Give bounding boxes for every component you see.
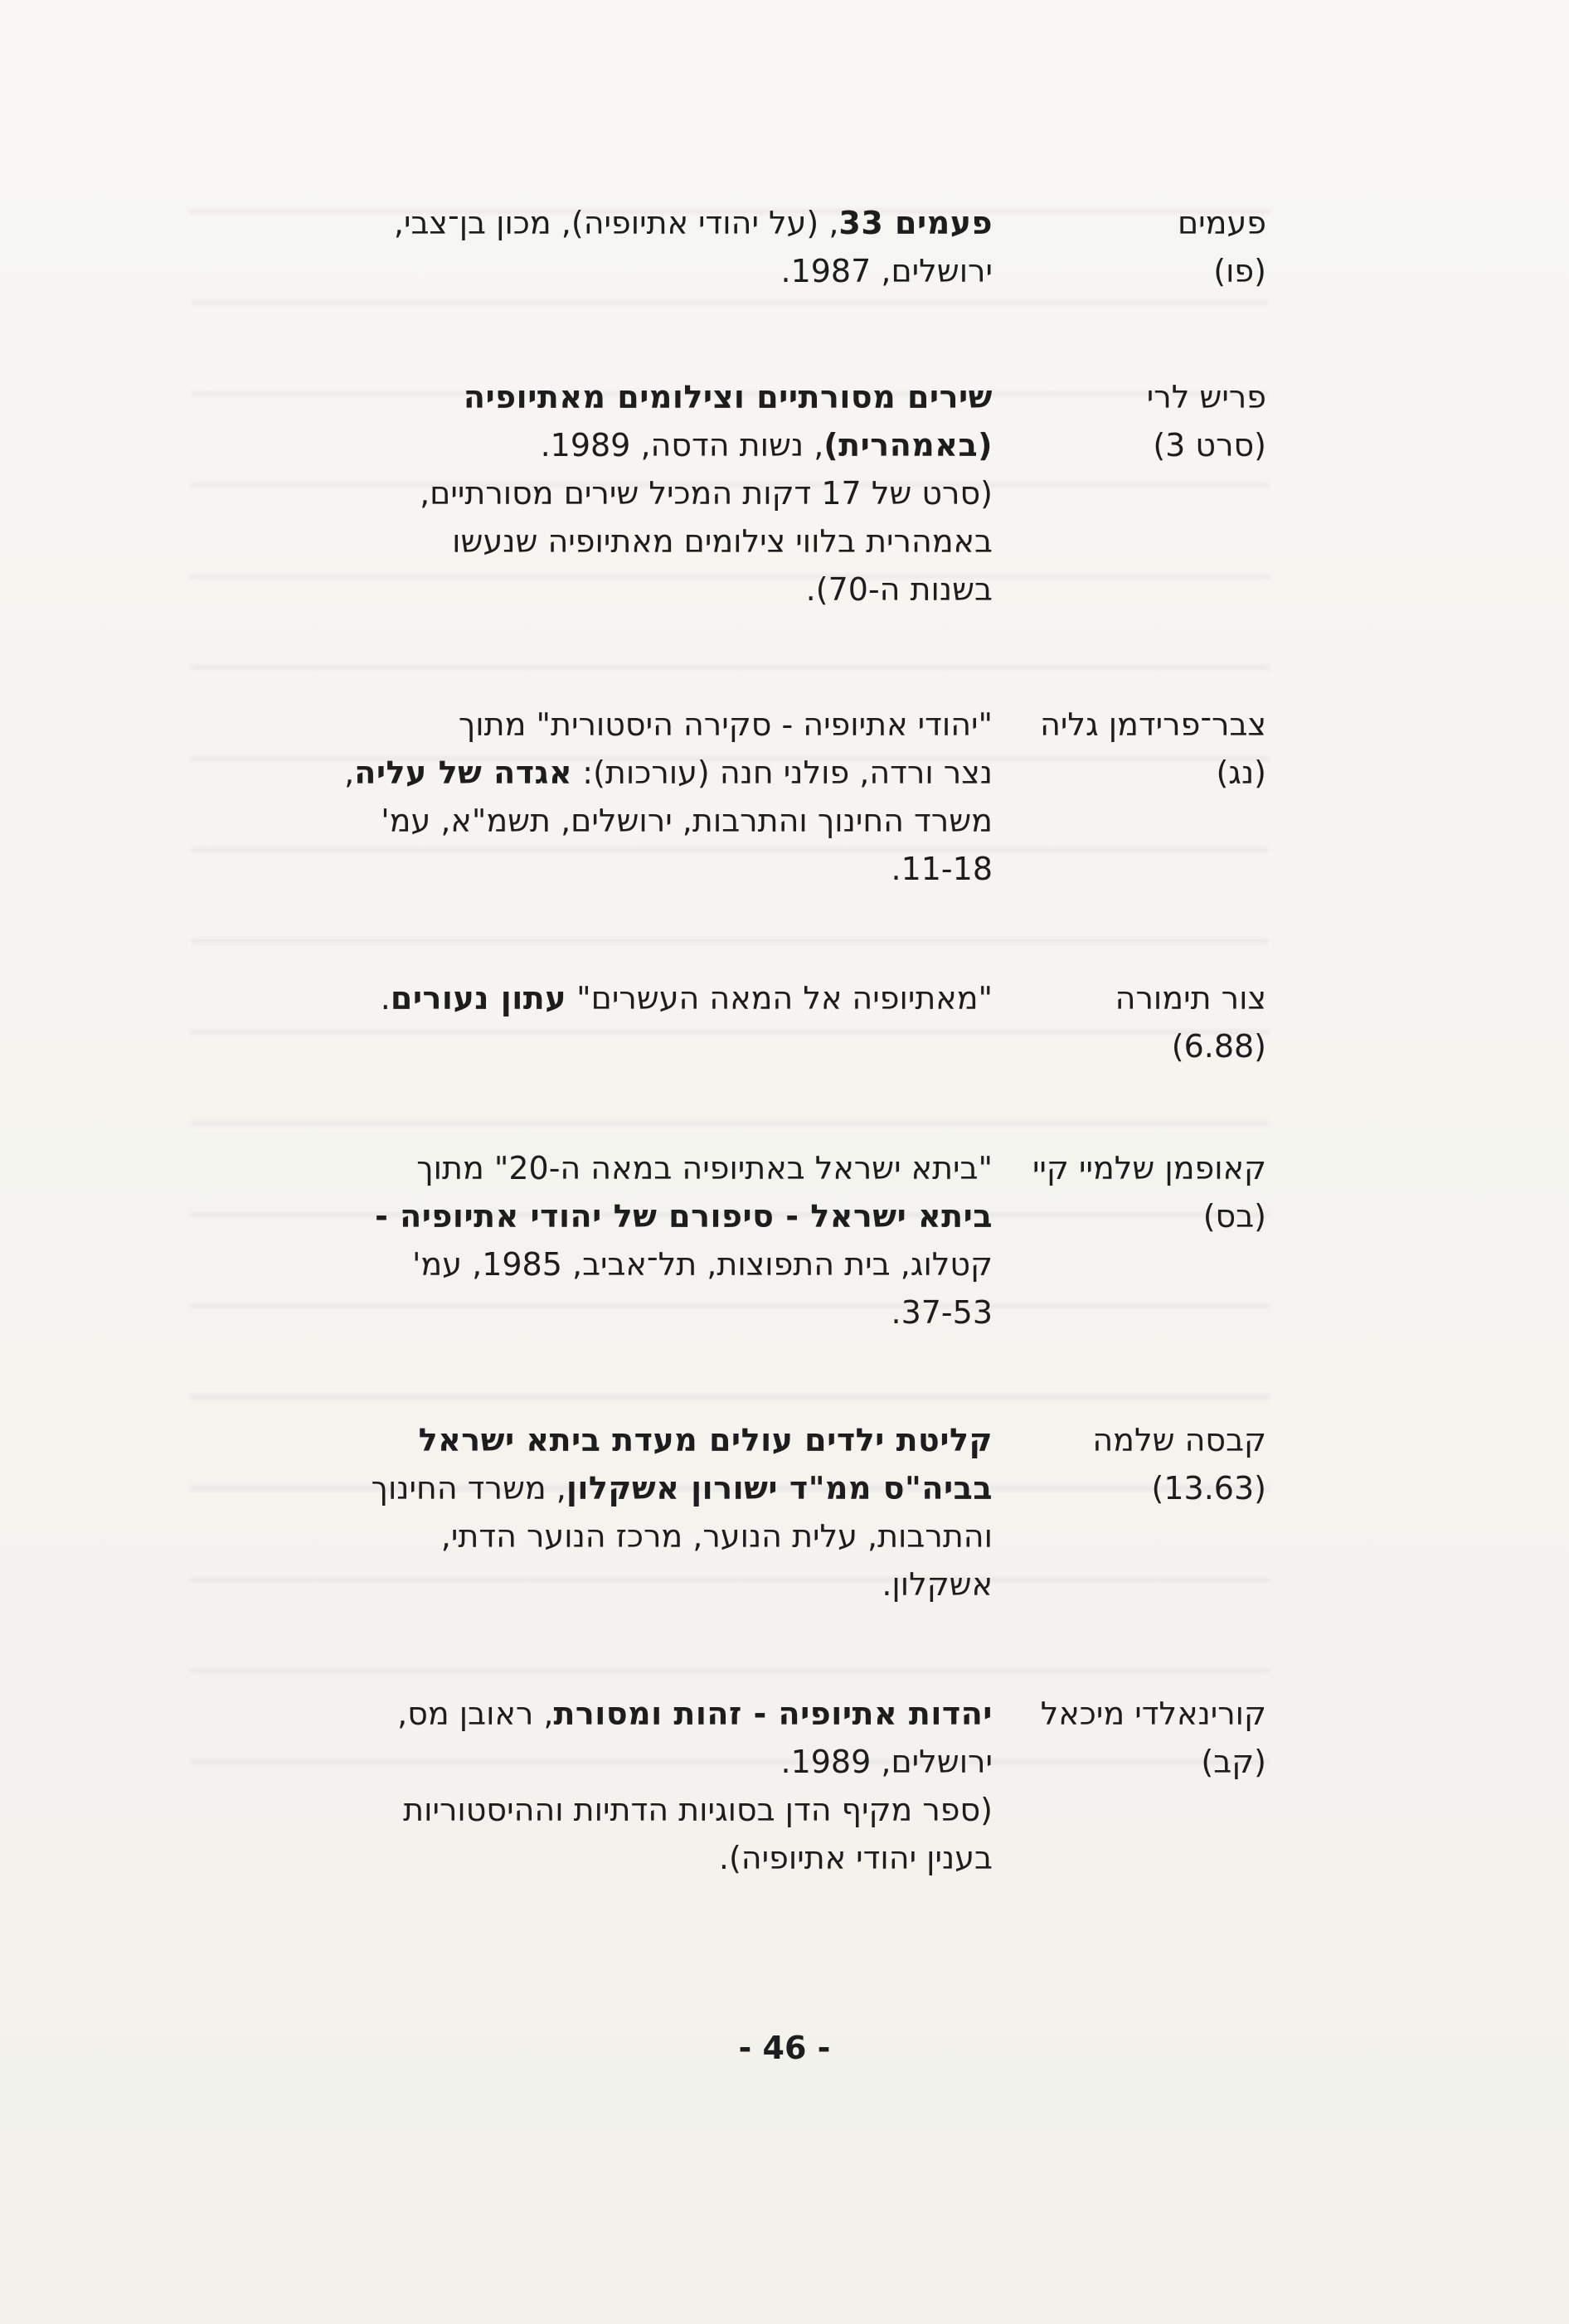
- author-name: קאופמן שלמיי קיי: [1032, 1150, 1266, 1186]
- entry-line: [296, 1690, 993, 1738]
- entry-line: [296, 421, 993, 469]
- title-text: עתון נעורים: [390, 980, 567, 1016]
- catalog-code: (פו): [1213, 253, 1266, 289]
- catalog-code: (13.63): [1151, 1470, 1266, 1506]
- author-name: קבסה שלמה: [1092, 1422, 1266, 1458]
- title-text: אגדה של עליה: [354, 754, 573, 791]
- entry-line: [296, 845, 993, 893]
- page-number: - 46 -: [738, 2030, 831, 2066]
- entry-line: [296, 1834, 993, 1882]
- citation-text: אשקלון.: [882, 1566, 993, 1603]
- entry-body: [296, 1144, 993, 1337]
- entry-line: [296, 1192, 993, 1240]
- entry-line: [296, 797, 993, 845]
- citation-text: בענין יהודי אתיופיה).: [718, 1840, 993, 1876]
- author-column: [993, 1416, 1266, 1512]
- citation-text: (ספר מקיף הדן בסוגיות הדתיות וההיסטוריות: [403, 1792, 993, 1828]
- author-column: [993, 199, 1266, 295]
- title-text: ביתא ישראל - סיפורם של יהודי אתיופיה -: [375, 1198, 993, 1235]
- catalog-code: (קב): [1201, 1744, 1266, 1780]
- citation-text: באמהרית בלווי צילומים מאתיופיה שנעשו: [452, 523, 993, 560]
- entry-line: [296, 974, 993, 1022]
- citation-text: "יהודי אתיופיה - סקירה היסטורית" מתוך: [458, 706, 993, 743]
- entry-body: [296, 701, 993, 893]
- entry-body: [296, 1416, 993, 1608]
- bibliography-entry: [296, 1416, 1266, 1608]
- entry-body: [296, 1690, 993, 1882]
- citation-text: ירושלים, 1987.: [780, 253, 993, 289]
- citation-text: נצר ורדה, פולני חנה (עורכות):: [572, 754, 993, 791]
- entry-line: [296, 517, 993, 565]
- catalog-code: (בס): [1202, 1198, 1266, 1235]
- catalog-code: (נג): [1216, 754, 1266, 791]
- entry-line: [296, 1512, 993, 1560]
- entry-body: [296, 373, 993, 614]
- entry-line: [296, 1738, 993, 1786]
- citation-text: קטלוג, בית התפוצות, תל־אביב, 1985, עמ': [411, 1246, 993, 1283]
- bibliography-entry: [296, 199, 1266, 295]
- citation-text: "ביתא ישראל באתיופיה במאה ה-20" מתוך: [416, 1150, 993, 1186]
- entry-line: [296, 469, 993, 517]
- author-name: צור תימורה: [1115, 980, 1266, 1016]
- entry-line: [296, 1240, 993, 1288]
- entry-body: [296, 199, 993, 295]
- citation-text: בשנות ה-70).: [805, 571, 993, 608]
- author-column: [993, 1690, 1266, 1786]
- citation-text: והתרבות, עלית הנוער, מרכז הנוער הדתי,: [440, 1518, 993, 1555]
- author-column: [993, 1144, 1266, 1240]
- title-text: קליטת ילדים עולים מעדת ביתא ישראל: [418, 1422, 993, 1458]
- citation-text: "מאתיופיה אל המאה העשרים": [566, 980, 993, 1016]
- entry-line: [296, 1786, 993, 1834]
- entry-line: [296, 247, 993, 295]
- title-text: בביה"ס ממ"ד ישורון אשקלון: [566, 1470, 993, 1506]
- author-name: קורינאלדי מיכאל: [1040, 1696, 1266, 1732]
- citation-text: משרד החינוך והתרבות, ירושלים, תשמ"א, עמ': [381, 803, 993, 839]
- entry-line: [296, 1144, 993, 1192]
- citation-text: , משרד החינוך: [371, 1470, 566, 1506]
- title-text: יהדות אתיופיה - זהות ומסורת: [553, 1696, 993, 1732]
- catalog-code: (6.88): [1171, 1028, 1266, 1065]
- entry-line: [296, 373, 993, 421]
- citation-text: ,: [344, 754, 355, 791]
- author-column: [993, 373, 1266, 469]
- entry-line: [296, 1560, 993, 1608]
- title-text: פעמים 33: [838, 205, 993, 241]
- entry-body: [296, 974, 993, 1022]
- entry-line: [296, 1416, 993, 1464]
- bibliography-entry: [296, 373, 1266, 614]
- author-name: צבר־פרידמן גליה: [1040, 706, 1266, 743]
- citation-text: 11-18.: [891, 851, 993, 887]
- citation-text: 37-53.: [891, 1294, 993, 1331]
- citation-text: , (על יהודי אתיופיה), מכון בן־צבי,: [393, 205, 839, 241]
- bibliography-entry: [296, 1144, 1266, 1337]
- author-name: פעמים: [1177, 205, 1266, 241]
- entry-line: [296, 749, 993, 797]
- entry-line: [296, 1464, 993, 1512]
- citation-text: , נשות הדסה, 1989.: [540, 427, 824, 463]
- author-name: פריש לרי: [1146, 379, 1266, 415]
- citation-text: (סרט של 17 דקות המכיל שירים מסורתיים,: [420, 475, 993, 512]
- entry-line: [296, 199, 993, 247]
- title-text: (באמהרית): [823, 427, 993, 463]
- author-column: [993, 974, 1266, 1070]
- author-column: [993, 701, 1266, 797]
- title-text: שירים מסורתיים וצילומים מאתיופיה: [463, 379, 993, 415]
- entry-line: [296, 701, 993, 749]
- entry-line: [296, 565, 993, 614]
- bibliography-entry: [296, 701, 1266, 893]
- bibliography-entry: [296, 974, 1266, 1070]
- citation-text: , ראובן מס,: [397, 1696, 554, 1732]
- citation-text: .: [380, 980, 391, 1016]
- citation-text: ירושלים, 1989.: [780, 1744, 993, 1780]
- entry-line: [296, 1288, 993, 1337]
- catalog-code: (סרט 3): [1153, 427, 1266, 463]
- bibliography-entry: [296, 1690, 1266, 1882]
